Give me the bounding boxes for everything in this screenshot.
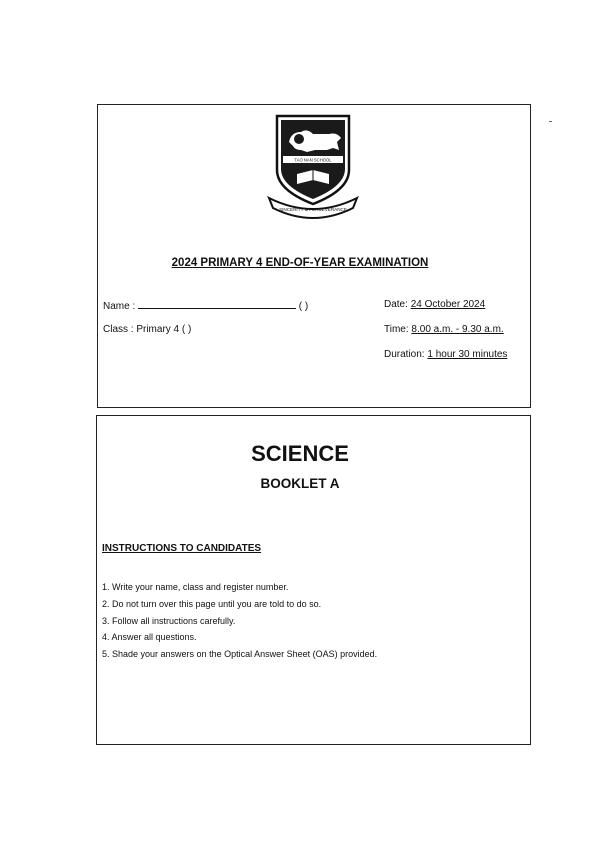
register-number-parens: ( ) [298,301,309,312]
duration-value: 1 hour 30 minutes [427,349,508,360]
time-value: 8.00 a.m. - 9.30 a.m. [411,324,504,335]
instruction-item: 5. Shade your answers on the Optical Answer Sheet (OAS) provided. [102,649,378,660]
duration-field [384,349,507,360]
time-field [384,324,504,335]
booklet-label: BOOKLET A [260,476,340,491]
class-field: Class : Primary 4 ( ) [103,324,192,335]
name-blank [138,299,296,309]
date-field [384,299,485,310]
instruction-item: 4. Answer all questions. [102,632,197,643]
instruction-item: 2. Do not turn over this page until you are told to do so. [102,598,322,609]
name-label: Name : [103,301,136,312]
date-value: 24 October 2024 [410,299,486,310]
subject-title: SCIENCE [251,441,349,466]
svg-text:SINCERITY & PERSEVERANCE: SINCERITY & PERSEVERANCE [279,207,347,212]
time-label: Time: [384,324,409,335]
scan-mark [549,121,552,122]
school-crest-logo [267,112,359,220]
date-label: Date: [384,299,408,310]
instruction-item: 3. Follow all instructions carefully. [102,615,236,626]
instructions-list [102,581,377,665]
exam-title: 2024 PRIMARY 4 END-OF-YEAR EXAMINATION [171,257,429,269]
duration-label: Duration: [384,349,425,360]
instruction-item: 1. Write your name, class and register number. [102,582,289,592]
name-field [103,299,308,312]
instructions-heading: INSTRUCTIONS TO CANDIDATES [102,543,262,554]
svg-text:TAO NAN SCHOOL: TAO NAN SCHOOL [294,157,332,163]
